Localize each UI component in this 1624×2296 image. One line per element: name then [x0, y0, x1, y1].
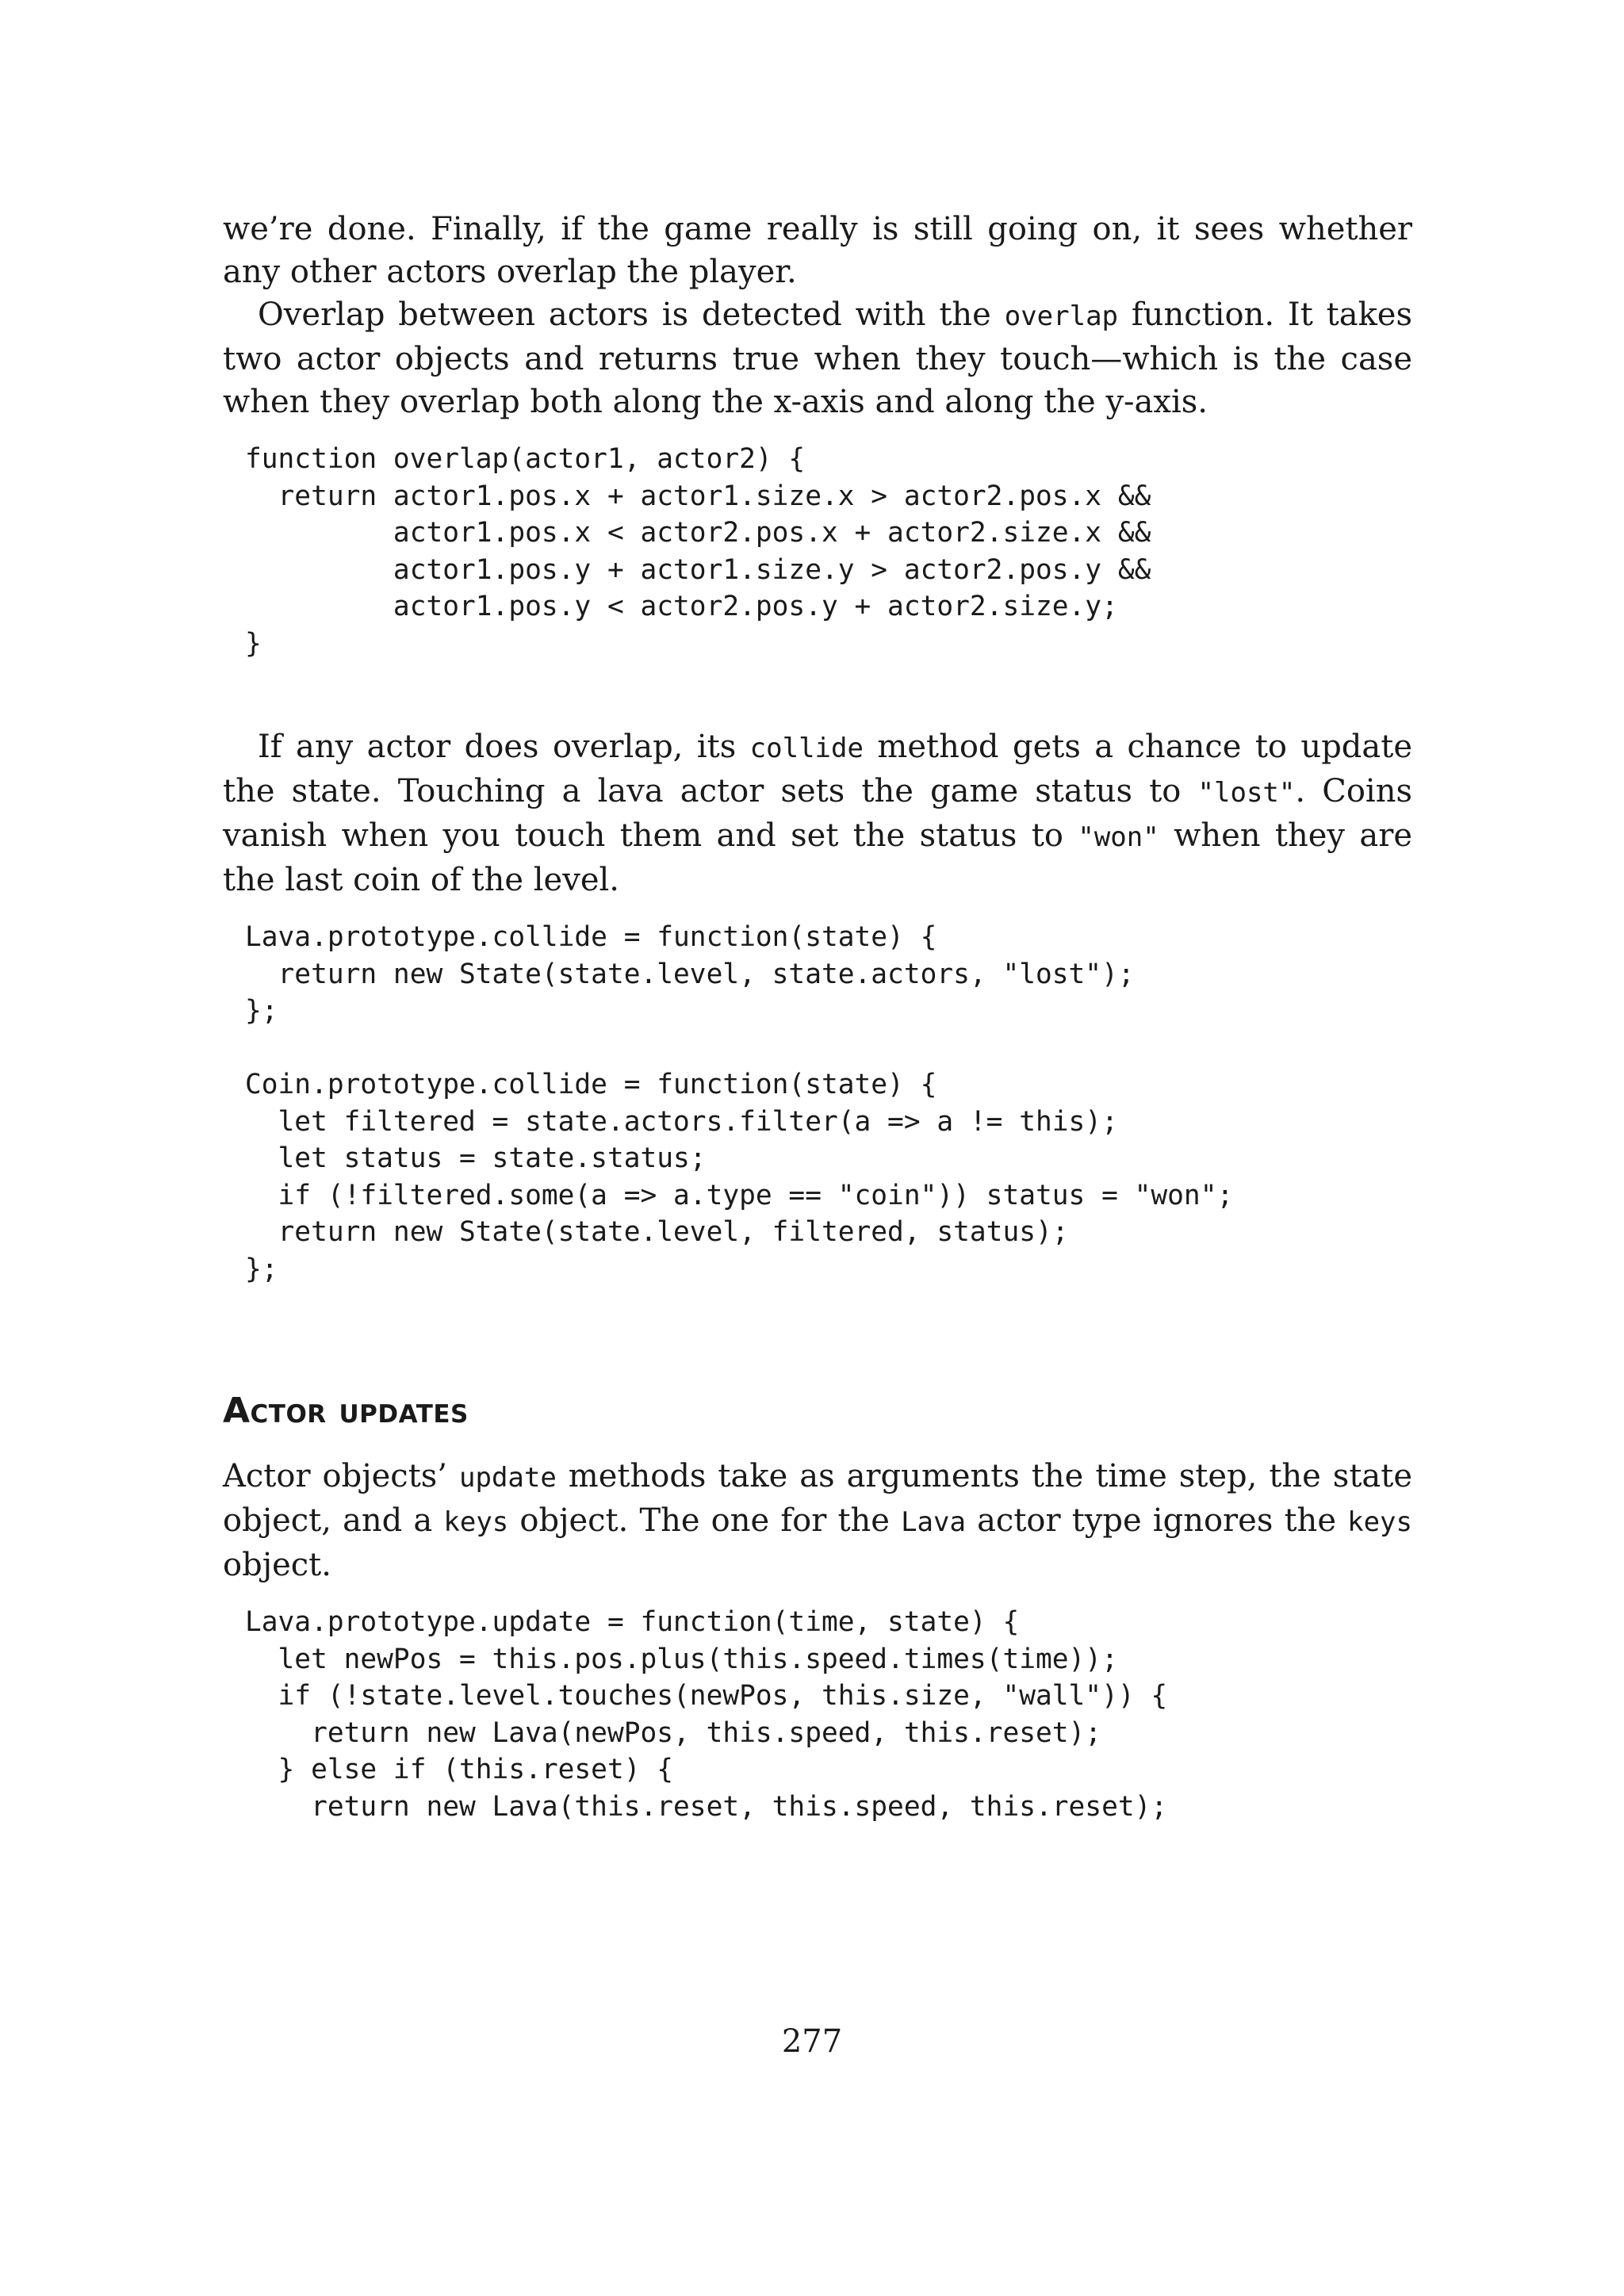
paragraph-collide	[223, 725, 1412, 901]
text-run: object. The one for the	[508, 1502, 902, 1539]
code-block-overlap: function overlap(actor1, actor2) { return actor1.pos.x + actor1.size.x > actor2.pos.x && actor1.pos.x < actor2.pos.x + actor2.size.x && actor1.pos.y + actor1.size.y > actor2.pos.y && actor1.pos.y < actor2.pos.y + actor2.size.y; }	[245, 443, 1151, 660]
inline-code: "won"	[1078, 821, 1159, 853]
text-run: actor type ignores the	[965, 1502, 1348, 1539]
text-run: . Coins vanish when you touch them and set the status to	[223, 773, 1412, 854]
text-run: methods take as arguments the time step, the state object, and a	[223, 1458, 1412, 1539]
spacer	[223, 1288, 1412, 1391]
spacer	[223, 1431, 1412, 1455]
code-block-lava-update: Lava.prototype.update = function(time, state) { let newPos = this.pos.plus(this.speed.times(time)); if (!state.level.touches(newPos, this.size, "wall")) { return new Lava(newPos, this.speed, this.reset); } else if (this.reset) { return new Lava(this.reset, this.speed, this.reset);	[245, 1606, 1168, 1823]
inline-code: keys	[443, 1506, 509, 1538]
paragraph-intro: we’re done. Finally, if the game really is still going on, it sees whether any other actors overlap the player.	[223, 211, 1412, 290]
section-heading: Actor updates	[223, 1391, 469, 1431]
text-run: object.	[223, 1547, 331, 1583]
spacer	[223, 662, 1412, 725]
text-run: Overlap between actors is detected with the	[258, 297, 1005, 333]
text-run: Actor objects’	[223, 1458, 459, 1494]
inline-code: keys	[1347, 1506, 1412, 1538]
inline-code: Lava	[901, 1506, 966, 1538]
inline-code: "lost"	[1197, 777, 1296, 809]
code-block-collide: Lava.prototype.collide = function(state) { return new State(state.level, state.actors, "lost"); }; Coin.prototype.collide = function(state) { let filtered = state.actors.filter(a => a != this); let status = state.status; if (!filtered.some(a => a.type == "coin")) status = "won"; return new State(state.level, filtered, status); };	[245, 921, 1234, 1285]
text-run: If any actor does overlap, its	[258, 729, 750, 765]
paragraph-overlap	[223, 293, 1412, 423]
text-run: when they are the last coin of the level.	[223, 817, 1413, 898]
page-number: 277	[781, 2023, 843, 2060]
page-content	[223, 208, 1412, 1825]
inline-code: collide	[749, 733, 864, 764]
inline-code: overlap	[1004, 300, 1119, 332]
text-run: method gets a chance to update the state. Touching a lava actor sets the game status to	[223, 729, 1412, 809]
text-run: function. It takes two actor objects and returns true when they touch—which is the case when they overlap both along the x-axis and along the y-axis.	[223, 297, 1413, 420]
inline-code: update	[459, 1462, 557, 1494]
paragraph-actor-updates	[223, 1455, 1412, 1586]
